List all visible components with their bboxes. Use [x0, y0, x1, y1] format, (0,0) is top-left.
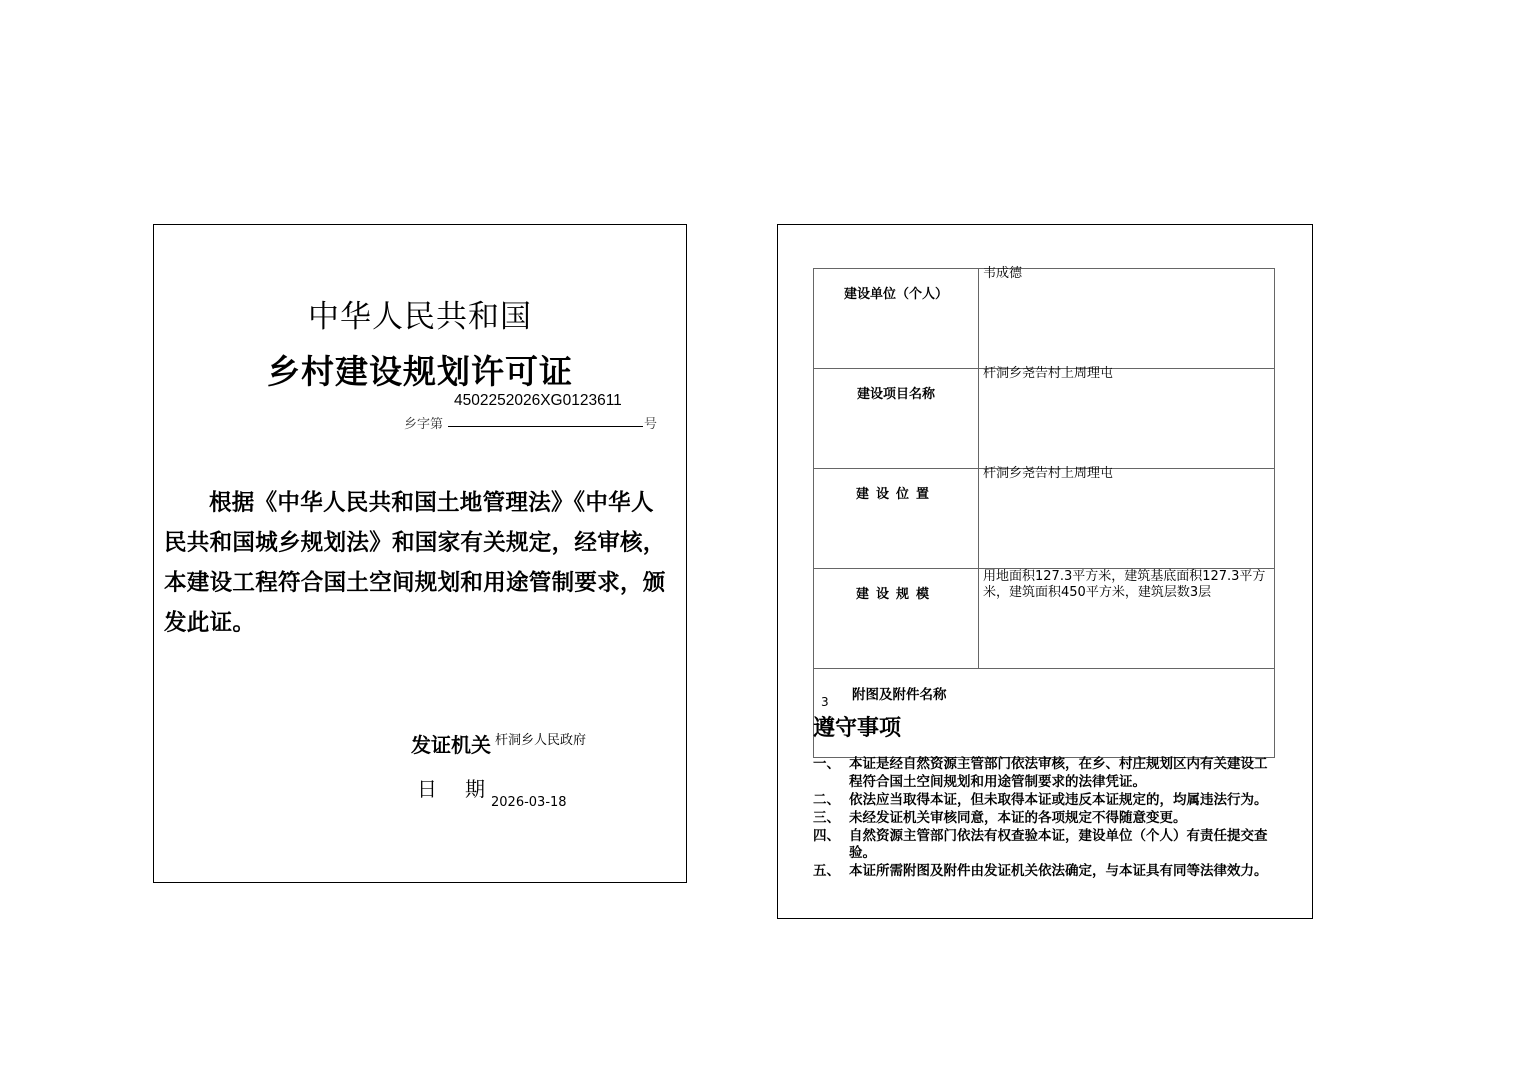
- certificate-number: 4502252026XG0123611: [454, 392, 622, 409]
- certificate-number-row: [404, 392, 664, 432]
- construction-scale-label: 建设规模: [814, 569, 979, 669]
- permit-details-page: [777, 224, 1313, 919]
- list-item: [813, 792, 1275, 810]
- project-name-label: 建设项目名称: [814, 369, 979, 469]
- notes-list: [813, 756, 1275, 881]
- table-row: [814, 269, 1275, 369]
- permit-cover-page: [153, 224, 687, 883]
- certificate-number-suffix: 号: [644, 417, 658, 432]
- legal-basis-text: 根据《中华人民共和国土地管理法》《中华人民共和国城乡规划法》和国家有关规定，经审核，本建设工程符合国土空间规划和用途管制要求，颁发此证。: [164, 490, 666, 636]
- note-number: 三、: [813, 809, 840, 826]
- construction-unit-value: 韦成德: [983, 266, 1023, 281]
- list-item: [813, 828, 1275, 863]
- table-row: [814, 369, 1275, 469]
- issue-date-row: [417, 773, 567, 810]
- issuing-authority-value: 杆洞乡人民政府: [495, 733, 587, 748]
- list-item: [813, 863, 1275, 881]
- country-name: 中华人民共和国: [308, 299, 532, 335]
- certificate-number-underline: [448, 426, 643, 427]
- project-info-table: [813, 268, 1275, 758]
- table-row: [814, 569, 1275, 669]
- note-number: 二、: [813, 791, 840, 808]
- list-item: [813, 756, 1275, 791]
- construction-location-value: 杆洞乡尧告村上周理屯: [983, 466, 1114, 481]
- notes-title: 遵守事项: [813, 715, 902, 741]
- list-item: [813, 810, 1275, 828]
- attachments-label: 附图及附件名称: [852, 687, 947, 703]
- construction-scale-value: 用地面积127.3平方米，建筑基底面积127.3平方米，建筑面积450平方米，建筑层数3层: [983, 569, 1266, 600]
- attachments-number: 3: [821, 695, 829, 709]
- note-number: 五、: [813, 863, 840, 879]
- note-text: 本证所需附图及附件由发证机关依法确定，与本证具有同等法律效力。: [849, 863, 1268, 879]
- note-text: 未经发证机关审核同意，本证的各项规定不得随意变更。: [849, 809, 1187, 826]
- certificate-number-prefix: 乡字第: [404, 417, 444, 432]
- note-text: 自然资源主管部门依法有权查验本证，建设单位（个人）有责任提交查验。: [849, 827, 1268, 861]
- note-text: 依法应当取得本证，但未取得本证或违反本证规定的，均属违法行为。: [849, 791, 1268, 808]
- construction-unit-label: 建设单位（个人）: [814, 269, 979, 369]
- certificate-title: 乡村建设规划许可证: [267, 352, 573, 391]
- table-row: [814, 469, 1275, 569]
- issue-date-label: 日期: [417, 777, 513, 801]
- note-number: 四、: [813, 827, 840, 844]
- issuing-authority-row: [411, 729, 586, 758]
- note-number: 一、: [813, 756, 840, 772]
- project-name-value: 杆洞乡尧告村上周理屯: [983, 366, 1114, 381]
- issuing-authority-label: 发证机关: [411, 733, 491, 757]
- construction-location-label: 建设位置: [814, 469, 979, 569]
- note-text: 本证是经自然资源主管部门依法审核，在乡、村庄规划区内有关建设工程符合国土空间规划和用途管制要求的法律凭证。: [849, 756, 1268, 790]
- issue-date-value: 2026-03-18: [491, 795, 567, 810]
